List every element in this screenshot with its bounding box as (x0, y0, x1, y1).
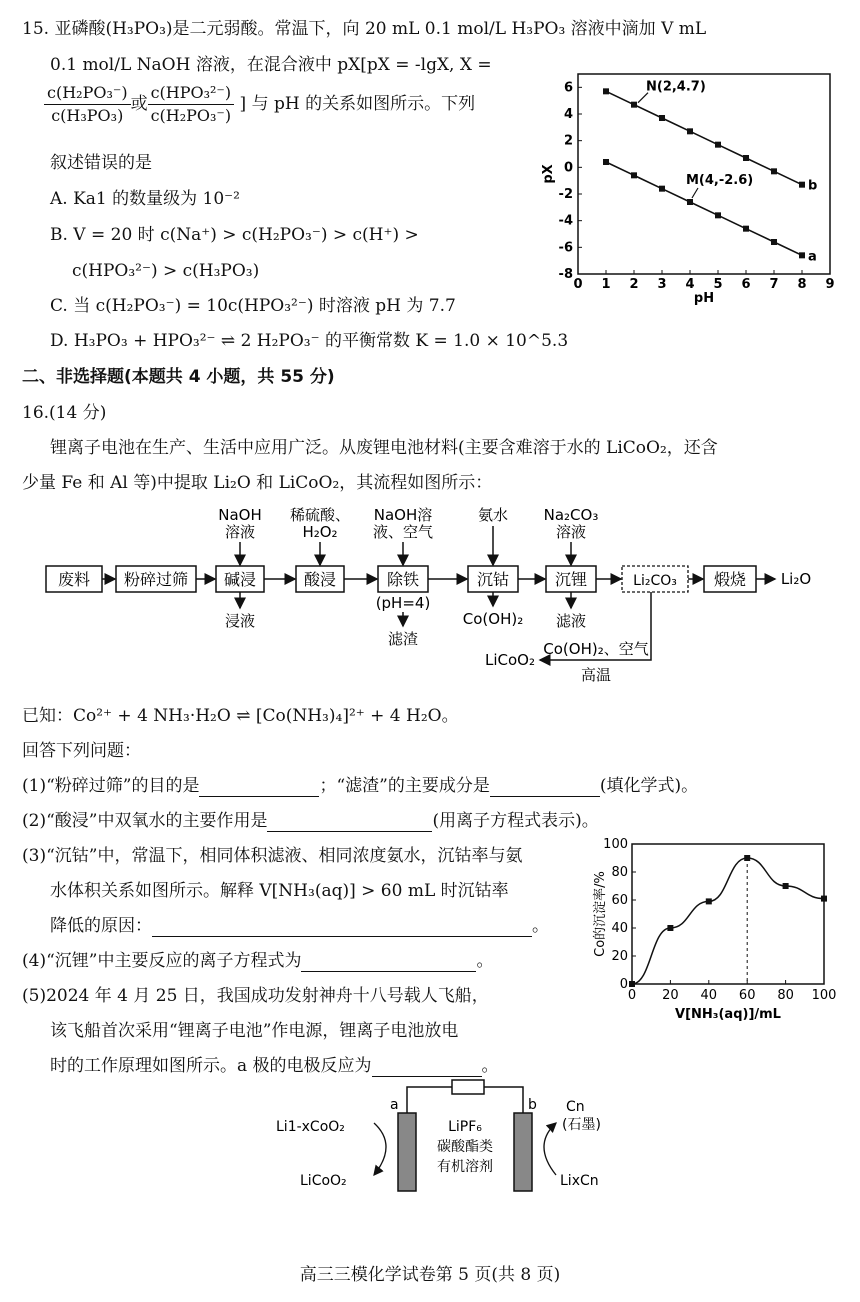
chart1-point (799, 252, 805, 258)
out-leach: 浸液 (224, 612, 256, 630)
part-2: (2)“酸浸”中双氧水的主要作用是 (用离子方程式表示)。 (22, 811, 599, 831)
chart1-xlabel: pH (693, 291, 715, 306)
chart2-ytick-label: 100 (603, 837, 628, 852)
q15-option-b2: c(HPO₃²⁻) > c(H₃PO₃) (72, 261, 260, 281)
chart2-point (629, 981, 635, 987)
part-3-line2: 水体积关系如图所示。解释 V[NH₃(aq)] > 60 mL 时沉钴率 (50, 881, 509, 901)
chart1-xtick-label: 4 (685, 277, 695, 292)
box-crush-label: 粉碎过筛 (123, 570, 189, 589)
electrode-a (398, 1113, 416, 1191)
chart2-xtick-label: 100 (811, 988, 837, 1003)
part-5-line1: (5)2024 年 4 月 25 日，我国成功发射神舟十八号载人飞船， (22, 986, 489, 1006)
chart1-xtick-label: 5 (713, 277, 723, 292)
chart1-ytick-label: -4 (558, 213, 573, 229)
part-4: (4)“沉锂”中主要反应的离子方程式为 。 (22, 951, 494, 971)
reagent-na2co3-2: 溶液 (555, 523, 587, 541)
fraction-1: $\frac{\text{c(H₂PO₃⁻)}}{\text{c(H₃PO₃)}}$ (44, 82, 131, 127)
blank-4[interactable] (301, 953, 476, 972)
q16-header: 16.(14 分) (22, 403, 107, 423)
chart2-point (667, 925, 673, 931)
chart1-point (659, 115, 665, 121)
chart1-ytick-label: 2 (563, 133, 573, 149)
reagent-na2co3-1: Na₂CO₃ (543, 506, 599, 524)
page-footer: 高三三模化学试卷第 5 页(共 8 页) (299, 1265, 561, 1285)
reagent-naoh-air-2: 液、空气 (372, 523, 434, 541)
chart2-ytick-label: 0 (619, 977, 628, 992)
known-equation: 已知：Co²⁺ + 4 NH₃·H₂O ⇌ [Co(NH₃)₄]²⁺ + 4 H₂O。 (22, 706, 459, 726)
chart1-series-label-a: a (808, 249, 817, 265)
chart1-xtick-label: 6 (741, 277, 751, 292)
q15-option-a: A. Ka1 的数量级为 10⁻² (50, 189, 240, 209)
chart2-ytick-label: 20 (611, 949, 628, 964)
chart1-series-label-b: b (808, 178, 818, 194)
chart1-xtick-label: 8 (797, 277, 807, 292)
chart1-point (659, 186, 665, 192)
return-label: Co(OH)₂、空气 (543, 640, 649, 658)
left-top-species: Li1-xCoO₂ (276, 1119, 345, 1135)
box-co-precip-label: 沉钴 (476, 570, 510, 589)
q15-option-b1: B. V = 20 时 c(Na⁺) > c(H₂PO₃⁻) > c(H⁺) > (50, 225, 419, 245)
reagent-acid-1: 稀硫酸、 (289, 506, 351, 524)
label-a: a (390, 1097, 399, 1113)
reagent-naoh-2: 溶液 (224, 523, 256, 541)
part-5-line3: 时的工作原理如图所示。a 极的电极反应为 。 (50, 1056, 499, 1076)
right-mid-species: (石墨) (562, 1117, 601, 1133)
right-bottom-species: LixCn (560, 1173, 599, 1189)
chart2-xtick-label: 80 (777, 988, 794, 1003)
electrode-b (514, 1113, 532, 1191)
out-filtrate: 滤液 (555, 612, 587, 630)
chart1-xtick-label: 1 (601, 277, 611, 292)
chart1-ytick-label: -2 (558, 187, 573, 202)
chart2-xtick-label: 0 (627, 988, 637, 1003)
process-flowchart (40, 500, 840, 690)
blank-2[interactable] (267, 813, 432, 832)
chart2-xlabel: V[NH₃(aq)]/mL (675, 1007, 781, 1022)
resistor (452, 1080, 484, 1094)
chart1-point (799, 182, 805, 188)
box-calcine-label: 煅烧 (713, 570, 747, 589)
part-3-line3: 降低的原因： 。 (50, 916, 549, 936)
chart1-xtick-label: 7 (769, 277, 779, 292)
chart-px-vs-ph (540, 60, 840, 310)
box-waste-label: 废料 (57, 570, 91, 589)
blank-1a[interactable] (199, 778, 319, 797)
chart2-xtick-label: 40 (700, 988, 718, 1003)
box-alkali-leach-label: 碱浸 (223, 570, 257, 589)
flow-product: Li₂O (780, 570, 812, 588)
part-3-line1: (3)“沉钴”中，常温下，相同体积滤液、相同浓度氨水，沉钴率与氨 (22, 846, 523, 866)
chart2-xtick-label: 20 (662, 988, 679, 1003)
chart1-point (715, 142, 721, 148)
chart2-ylabel: Co的沉淀率/% (593, 871, 608, 957)
chart2-ytick-label: 60 (611, 893, 628, 908)
chart2-ytick-label: 80 (611, 865, 628, 880)
right-top-species: Cn (566, 1099, 585, 1115)
chart2-xtick-label: 60 (738, 988, 756, 1003)
reagent-naoh-1: NaOH (218, 506, 262, 524)
chart1-ytick-label: -8 (558, 267, 573, 282)
chart1-point (687, 128, 693, 134)
reagent-ammonia: 氨水 (477, 506, 509, 524)
battery-diagram (270, 1075, 650, 1205)
electrolyte-1: LiPF₆ (448, 1119, 482, 1135)
chart1-annot-m: M(4,-2.6) (686, 173, 754, 188)
chart2-point (706, 898, 712, 904)
chart1-xtick-label: 0 (573, 277, 583, 292)
q15-option-d: D. H₃PO₃ + HPO₃²⁻ ⇌ 2 H₂PO₃⁻ 的平衡常数 K = 1.0 × 10^5.3 (50, 331, 569, 351)
chart1-point (743, 155, 749, 161)
part-1: (1)“粉碎过筛”的目的是 ；“滤渣”的主要成分是 (填化学式)。 (22, 776, 699, 796)
out-residue: 滤渣 (387, 630, 419, 648)
chart2-frame (632, 844, 824, 984)
q15-line1: 15. 亚磷酸(H₃PO₃)是二元弱酸。常温下，向 20 mL 0.1 mol/L H₃PO₃ 溶液中滴加 V mL (22, 19, 707, 39)
chart1-point (603, 159, 609, 165)
box-li2co3-label: Li₂CO₃ (633, 573, 677, 589)
label-b: b (528, 1097, 537, 1113)
q15-line4: 叙述错误的是 (50, 153, 152, 173)
q16-intro-line1: 锂离子电池在生产、生活中应用广泛。从废锂电池材料(主要含难溶于水的 LiCoO₂，还含 (50, 438, 718, 458)
left-bottom-species: LiCoO₂ (300, 1173, 347, 1189)
chart1-ytick-label: 4 (563, 107, 573, 122)
chart1-annot-pointer-m (692, 188, 698, 198)
chart1-point (687, 199, 693, 205)
chart1-point (603, 88, 609, 94)
electrolyte-2: 碳酸酯类 (437, 1139, 493, 1155)
q16-intro-line2: 少量 Fe 和 Al 等)中提取 Li₂O 和 LiCoO₂，其流程如图所示： (22, 473, 493, 493)
box-iron-removal-label: 除铁 (386, 570, 420, 589)
answer-prompt: 回答下列问题： (22, 741, 141, 761)
or-text: 或 (130, 94, 148, 114)
q15-option-c: C. 当 c(H₂PO₃⁻) = 10c(HPO₃²⁻) 时溶液 pH 为 7.7 (50, 296, 456, 316)
chart2-point (821, 896, 827, 902)
electrolyte-3: 有机溶剂 (437, 1159, 493, 1175)
chart-co-precip (592, 830, 842, 1060)
chart1-point (631, 172, 637, 178)
return-product: LiCoO₂ (485, 651, 535, 669)
chart1-point (743, 226, 749, 232)
chart1-point (771, 239, 777, 245)
q15-line2: 0.1 mol/L NaOH 溶液，在混合液中 pX[pX = -lgX, X = (50, 55, 492, 75)
q15-line3-tail: ] 与 pH 的关系如图所示。下列 (239, 94, 476, 114)
section-2-header: 二、非选择题(本题共 4 小题，共 55 分) (22, 367, 335, 387)
chart1-ytick-label: -6 (558, 240, 573, 256)
box-acid-leach-label: 酸浸 (303, 570, 337, 589)
chart1-annot-n: N(2,4.7) (646, 79, 706, 95)
chart1-xtick-label: 9 (825, 277, 835, 292)
chart2-ytick-label: 40 (611, 921, 628, 936)
blank-3[interactable] (152, 918, 532, 937)
chart1-point (631, 102, 637, 108)
chart1-ytick-label: 0 (563, 160, 573, 176)
blank-1b[interactable] (490, 778, 600, 797)
return-cond: 高温 (580, 666, 612, 684)
ph-note: (pH=4) (375, 594, 431, 612)
chart2-point (783, 883, 789, 889)
reagent-naoh-air-1: NaOH溶 (373, 506, 433, 524)
fraction-2: $\frac{\text{c(HPO₃²⁻)}}{\text{c(H₂PO₃⁻)}}$ (148, 82, 235, 127)
box-li-precip-label: 沉锂 (554, 570, 588, 589)
chart1-point (771, 168, 777, 174)
part-5-line2: 该飞船首次采用“锂离子电池”作电源，锂离子电池放电 (50, 1021, 459, 1041)
chart2-line (632, 858, 824, 984)
chart1-ylabel: pX (541, 164, 556, 184)
q15-line3 (44, 82, 475, 127)
chart1-xtick-label: 3 (657, 277, 667, 292)
out-coh: Co(OH)₂ (462, 610, 524, 628)
chart1-point (715, 212, 721, 218)
chart1-ytick-label: 6 (563, 80, 573, 96)
chart1-xtick-label: 2 (629, 277, 639, 292)
reagent-acid-2: H₂O₂ (302, 523, 338, 541)
